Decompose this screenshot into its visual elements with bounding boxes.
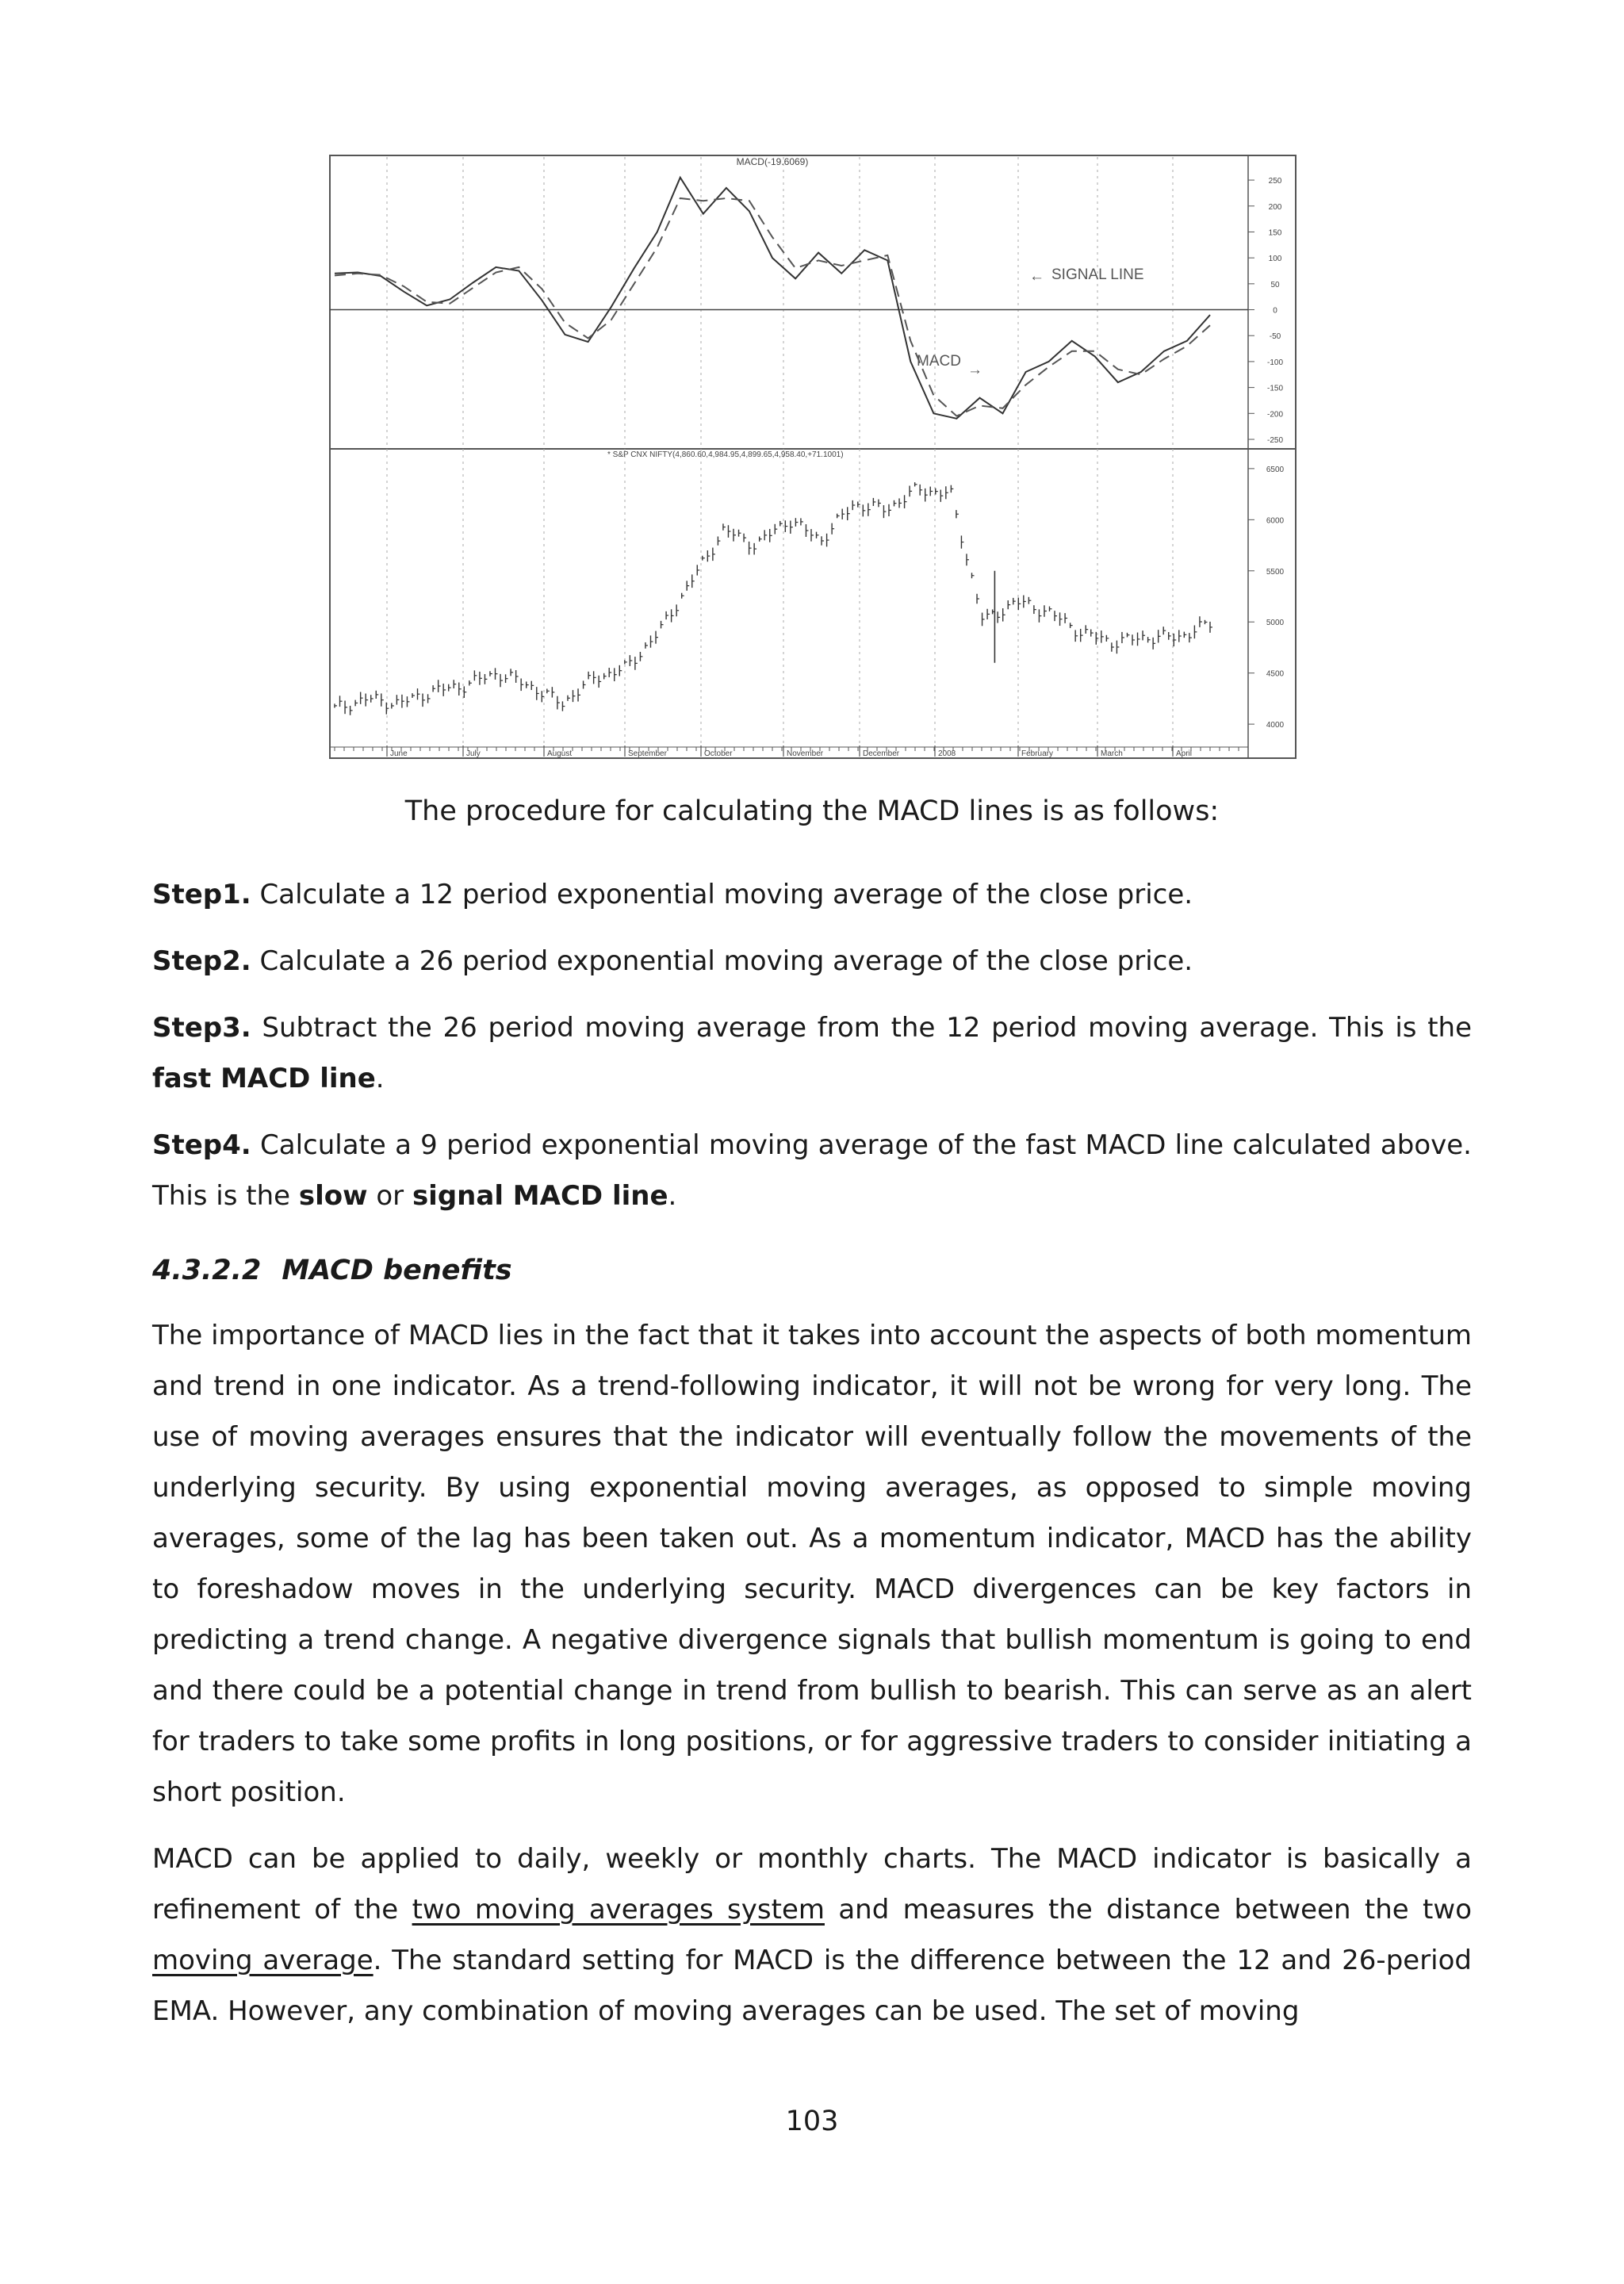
macd-chart-svg (328, 154, 1297, 766)
macd-tick-label: -250 (1266, 436, 1284, 445)
macd-tick-label: 100 (1268, 255, 1282, 264)
paragraph-application (152, 1834, 1472, 2037)
x-month-label: September (628, 749, 667, 758)
signal-line-label: SIGNAL LINE (1051, 266, 1144, 283)
macd-tick-label: 0 (1273, 306, 1277, 316)
link-moving-average[interactable]: moving average (152, 1945, 373, 1976)
macd-tick-label: -50 (1269, 332, 1281, 342)
x-month-label: December (863, 749, 900, 758)
content-body (152, 869, 1472, 2052)
paragraph-application-a: MACD can be applied to daily, weekly or monthly charts. The MACD indicator is basically a refinement of the (152, 1843, 1472, 1926)
step-3-text: Subtract the 26 period moving average from the 12 period moving average. This is the (251, 1012, 1472, 1044)
price-tick-label: 4500 (1266, 669, 1285, 679)
paragraph-importance: The importance of MACD lies in the fact that it takes into account the aspects of both momentum and trend in one indicator. As a trend-following indicator, it will not be wrong for very long. The use of moving averages ensures that the indicator will eventually follow the movements of the underlying security. By using exponential moving averages, as opposed to simple moving averages, some of the lag has been taken out. As a momentum indicator, MACD has the ability to foreshadow moves in the underlying security. MACD divergences can be key factors in predicting a trend change. A negative divergence signals that bullish momentum is going to end and there could be a potential change in trend from bullish to bearish. This can serve as an alert for traders to take some profits in long positions, or for aggressive traders to consider initiating a short position. (152, 1320, 1472, 1808)
step-4 (152, 1120, 1472, 1221)
price-tick-label: 6500 (1266, 465, 1285, 474)
price-tick-label: 6000 (1266, 516, 1285, 526)
macd-tick-label: -100 (1266, 358, 1284, 367)
x-month-label: August (547, 749, 573, 758)
x-month-label: June (390, 749, 408, 758)
step-2-label: Step2. (152, 945, 251, 977)
step-4-text: Calculate a 9 period exponential moving average of the fast MACD line calculated above. This is the (152, 1129, 1472, 1212)
macd-tick-label: 150 (1268, 228, 1282, 238)
step-3-after: . (375, 1063, 385, 1094)
price-tick-label: 5500 (1266, 567, 1285, 577)
step-4-mid: or (367, 1180, 412, 1212)
step-3-bold: fast MACD line (152, 1063, 376, 1094)
x-month-label: April (1176, 749, 1193, 758)
macd-tick-label: 200 (1268, 202, 1282, 212)
section-number: 4.3.2.2 (152, 1255, 262, 1286)
step-2-text: Calculate a 26 period exponential moving average of the close price. (251, 945, 1193, 977)
x-month-label: February (1021, 749, 1054, 758)
x-month-label: March (1101, 749, 1123, 758)
link-two-moving-averages-system[interactable]: two moving averages system (412, 1894, 825, 1926)
macd-title: MACD(-19.6069) (736, 156, 809, 167)
figure-caption: The procedure for calculating the MACD lines is as follows: (404, 795, 1220, 827)
step-4-after: . (668, 1180, 677, 1212)
step-4-label: Step4. (152, 1129, 251, 1161)
step-3-label: Step3. (152, 1012, 251, 1044)
paragraph-application-b: and measures the distance between the two (824, 1894, 1472, 1926)
page-number: 103 (785, 2106, 839, 2137)
arrow-macd: → (967, 362, 982, 378)
x-month-label: November (787, 749, 824, 758)
macd-tick-label: -150 (1266, 384, 1284, 393)
arrow-signal: ← (1029, 268, 1044, 285)
step-4-bold-slow: slow (298, 1180, 368, 1212)
macd-label: MACD (917, 353, 961, 370)
paragraph-application-c: . The standard setting for MACD is the difference between the 12 and 26-period EMA. However, any combination of moving averages can be used. The set of moving (152, 1945, 1473, 2027)
price-title: * S&P CNX NIFTY(4,860.60,4,984.95,4,899.65,4,958.40,+71.1001) (607, 450, 844, 459)
x-month-label: July (466, 749, 481, 758)
macd-tick-label: -200 (1266, 410, 1284, 420)
step-1-text: Calculate a 12 period exponential moving average of the close price. (251, 879, 1193, 910)
step-2 (152, 936, 1472, 987)
x-month-label: October (704, 749, 733, 758)
x-month-label: 2008 (938, 749, 956, 758)
step-4-bold-signal: signal MACD line (412, 1180, 668, 1212)
macd-tick-label: 50 (1270, 280, 1280, 289)
step-3 (152, 1002, 1472, 1104)
step-1-label: Step1. (152, 879, 251, 910)
price-tick-label: 4000 (1266, 721, 1285, 730)
macd-chart-figure (328, 154, 1297, 766)
macd-tick-label: 250 (1268, 177, 1282, 186)
section-title: MACD benefits (282, 1255, 512, 1286)
price-tick-label: 5000 (1266, 619, 1285, 628)
step-1 (152, 869, 1472, 920)
section-heading (152, 1248, 1472, 1293)
